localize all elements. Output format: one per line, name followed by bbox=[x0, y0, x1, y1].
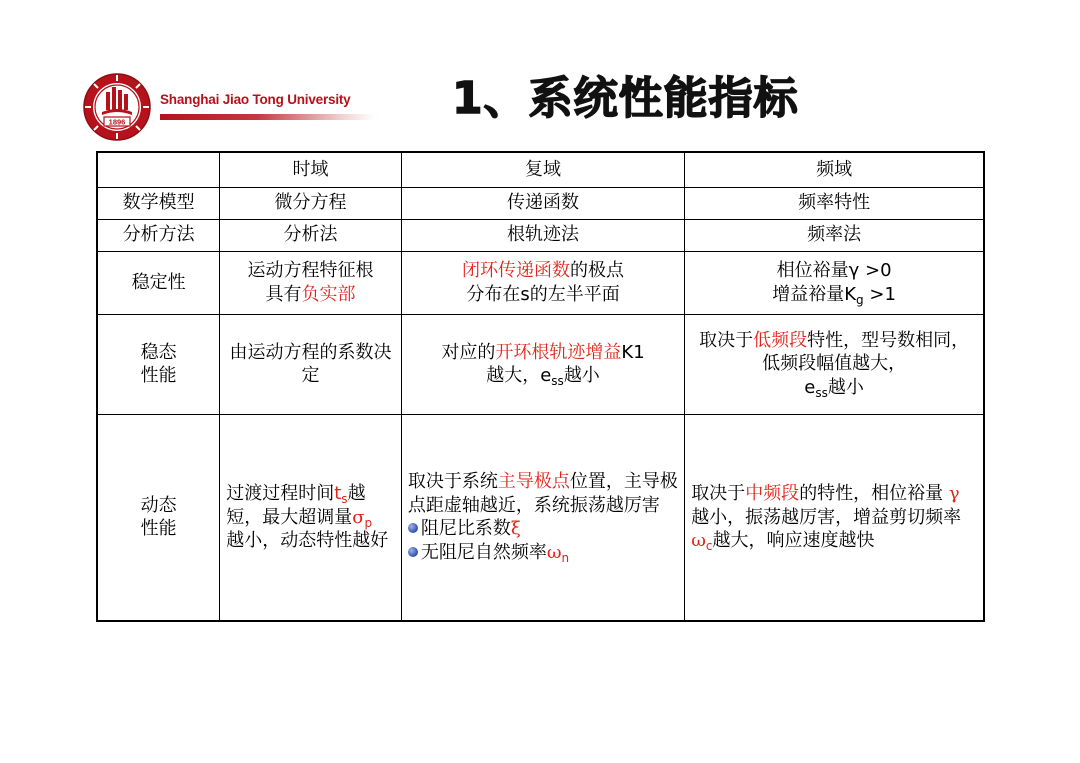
performance-indicators-table bbox=[96, 151, 985, 622]
cell-freq-stability bbox=[685, 251, 984, 314]
cell-freq-method: 频率法 bbox=[685, 219, 984, 251]
university-name: Shanghai Jiao Tong University bbox=[160, 92, 351, 107]
cell-time-stability bbox=[220, 251, 402, 314]
highlight-text: 负实部 bbox=[301, 283, 356, 305]
row-label-steady-state: 稳态 性能 bbox=[97, 314, 220, 414]
highlight-text: 开环根轨迹增益 bbox=[495, 341, 622, 363]
text-line: 闭环传递函数的极点 bbox=[462, 260, 625, 282]
bullet-icon bbox=[408, 523, 418, 533]
table-row-dynamic bbox=[97, 414, 984, 621]
row-label-stability: 稳定性 bbox=[97, 251, 220, 314]
text-line: 增益裕量$K_g >1$ bbox=[772, 283, 896, 307]
highlight-text: 中频段 bbox=[745, 483, 800, 505]
header-time-domain: 时域 bbox=[220, 152, 402, 187]
header-complex-domain: 复域 bbox=[401, 152, 684, 187]
cell-complex-steady-state: 对应的开环根轨迹增益K1 越大，$e_{ss}$越小 bbox=[401, 314, 684, 414]
cell-freq-steady-state: 取决于低频段特性，型号数相同，低频段幅值越大， $e_{ss}$越小 bbox=[685, 314, 984, 414]
cell-complex-stability bbox=[401, 251, 684, 314]
header-underline bbox=[160, 114, 375, 120]
text-line: 具有负实部 bbox=[265, 283, 356, 305]
table-row-method bbox=[97, 219, 984, 251]
table-row-math-model bbox=[97, 187, 984, 219]
cell-time-method: 分析法 bbox=[220, 219, 402, 251]
text-line: 相位裕量γ >0 bbox=[776, 260, 892, 282]
row-label-method: 分析方法 bbox=[97, 219, 220, 251]
list-item: 阻尼比系数ξ bbox=[408, 517, 678, 540]
highlight-text: 低频段 bbox=[753, 329, 808, 351]
list-item: 无阻尼自然频率$\omega_n$ bbox=[408, 541, 678, 564]
page-title: 1、系统性能指标 bbox=[452, 73, 799, 124]
highlight-text: 闭环传递函数 bbox=[462, 260, 571, 282]
cell-complex-dynamic bbox=[401, 414, 684, 621]
cell-time-dynamic: 过渡过程时间$t_s$越短，最大超调量$\sigma_p$ 越小，动态特性越好 bbox=[220, 414, 402, 621]
logo-year: 1896 bbox=[108, 117, 126, 127]
header-cell-empty bbox=[97, 152, 220, 187]
cell-complex-method: 根轨迹法 bbox=[401, 219, 684, 251]
row-label-math-model: 数学模型 bbox=[97, 187, 220, 219]
table-row-steady-state bbox=[97, 314, 984, 414]
table-row-stability bbox=[97, 251, 984, 314]
header-frequency-domain: 频域 bbox=[685, 152, 984, 187]
bullet-icon bbox=[408, 547, 418, 557]
cell-time-steady-state: 由运动方程的系数决定 bbox=[220, 314, 402, 414]
cell-freq-dynamic: 取决于中频段的特性，相位裕量 γ 越小，振荡越厉害，增益剪切频率$\omega_c$越大，响应速度越快 bbox=[685, 414, 984, 621]
cell-time-math-model: 微分方程 bbox=[220, 187, 402, 219]
text-line: 运动方程特征根 bbox=[247, 260, 374, 282]
text-block: 取决于系统主导极点位置，主导极点距虚轴越近，系统振荡越厉害 bbox=[407, 471, 678, 516]
highlight-text: 主导极点 bbox=[497, 471, 570, 493]
table-header-row bbox=[97, 152, 984, 187]
sjtu-logo bbox=[82, 72, 152, 142]
text-line: 分布在s的左半平面 bbox=[466, 283, 620, 305]
cell-complex-math-model: 传递函数 bbox=[401, 187, 684, 219]
row-label-dynamic: 动态 性能 bbox=[97, 414, 220, 621]
cell-freq-math-model: 频率特性 bbox=[685, 187, 984, 219]
